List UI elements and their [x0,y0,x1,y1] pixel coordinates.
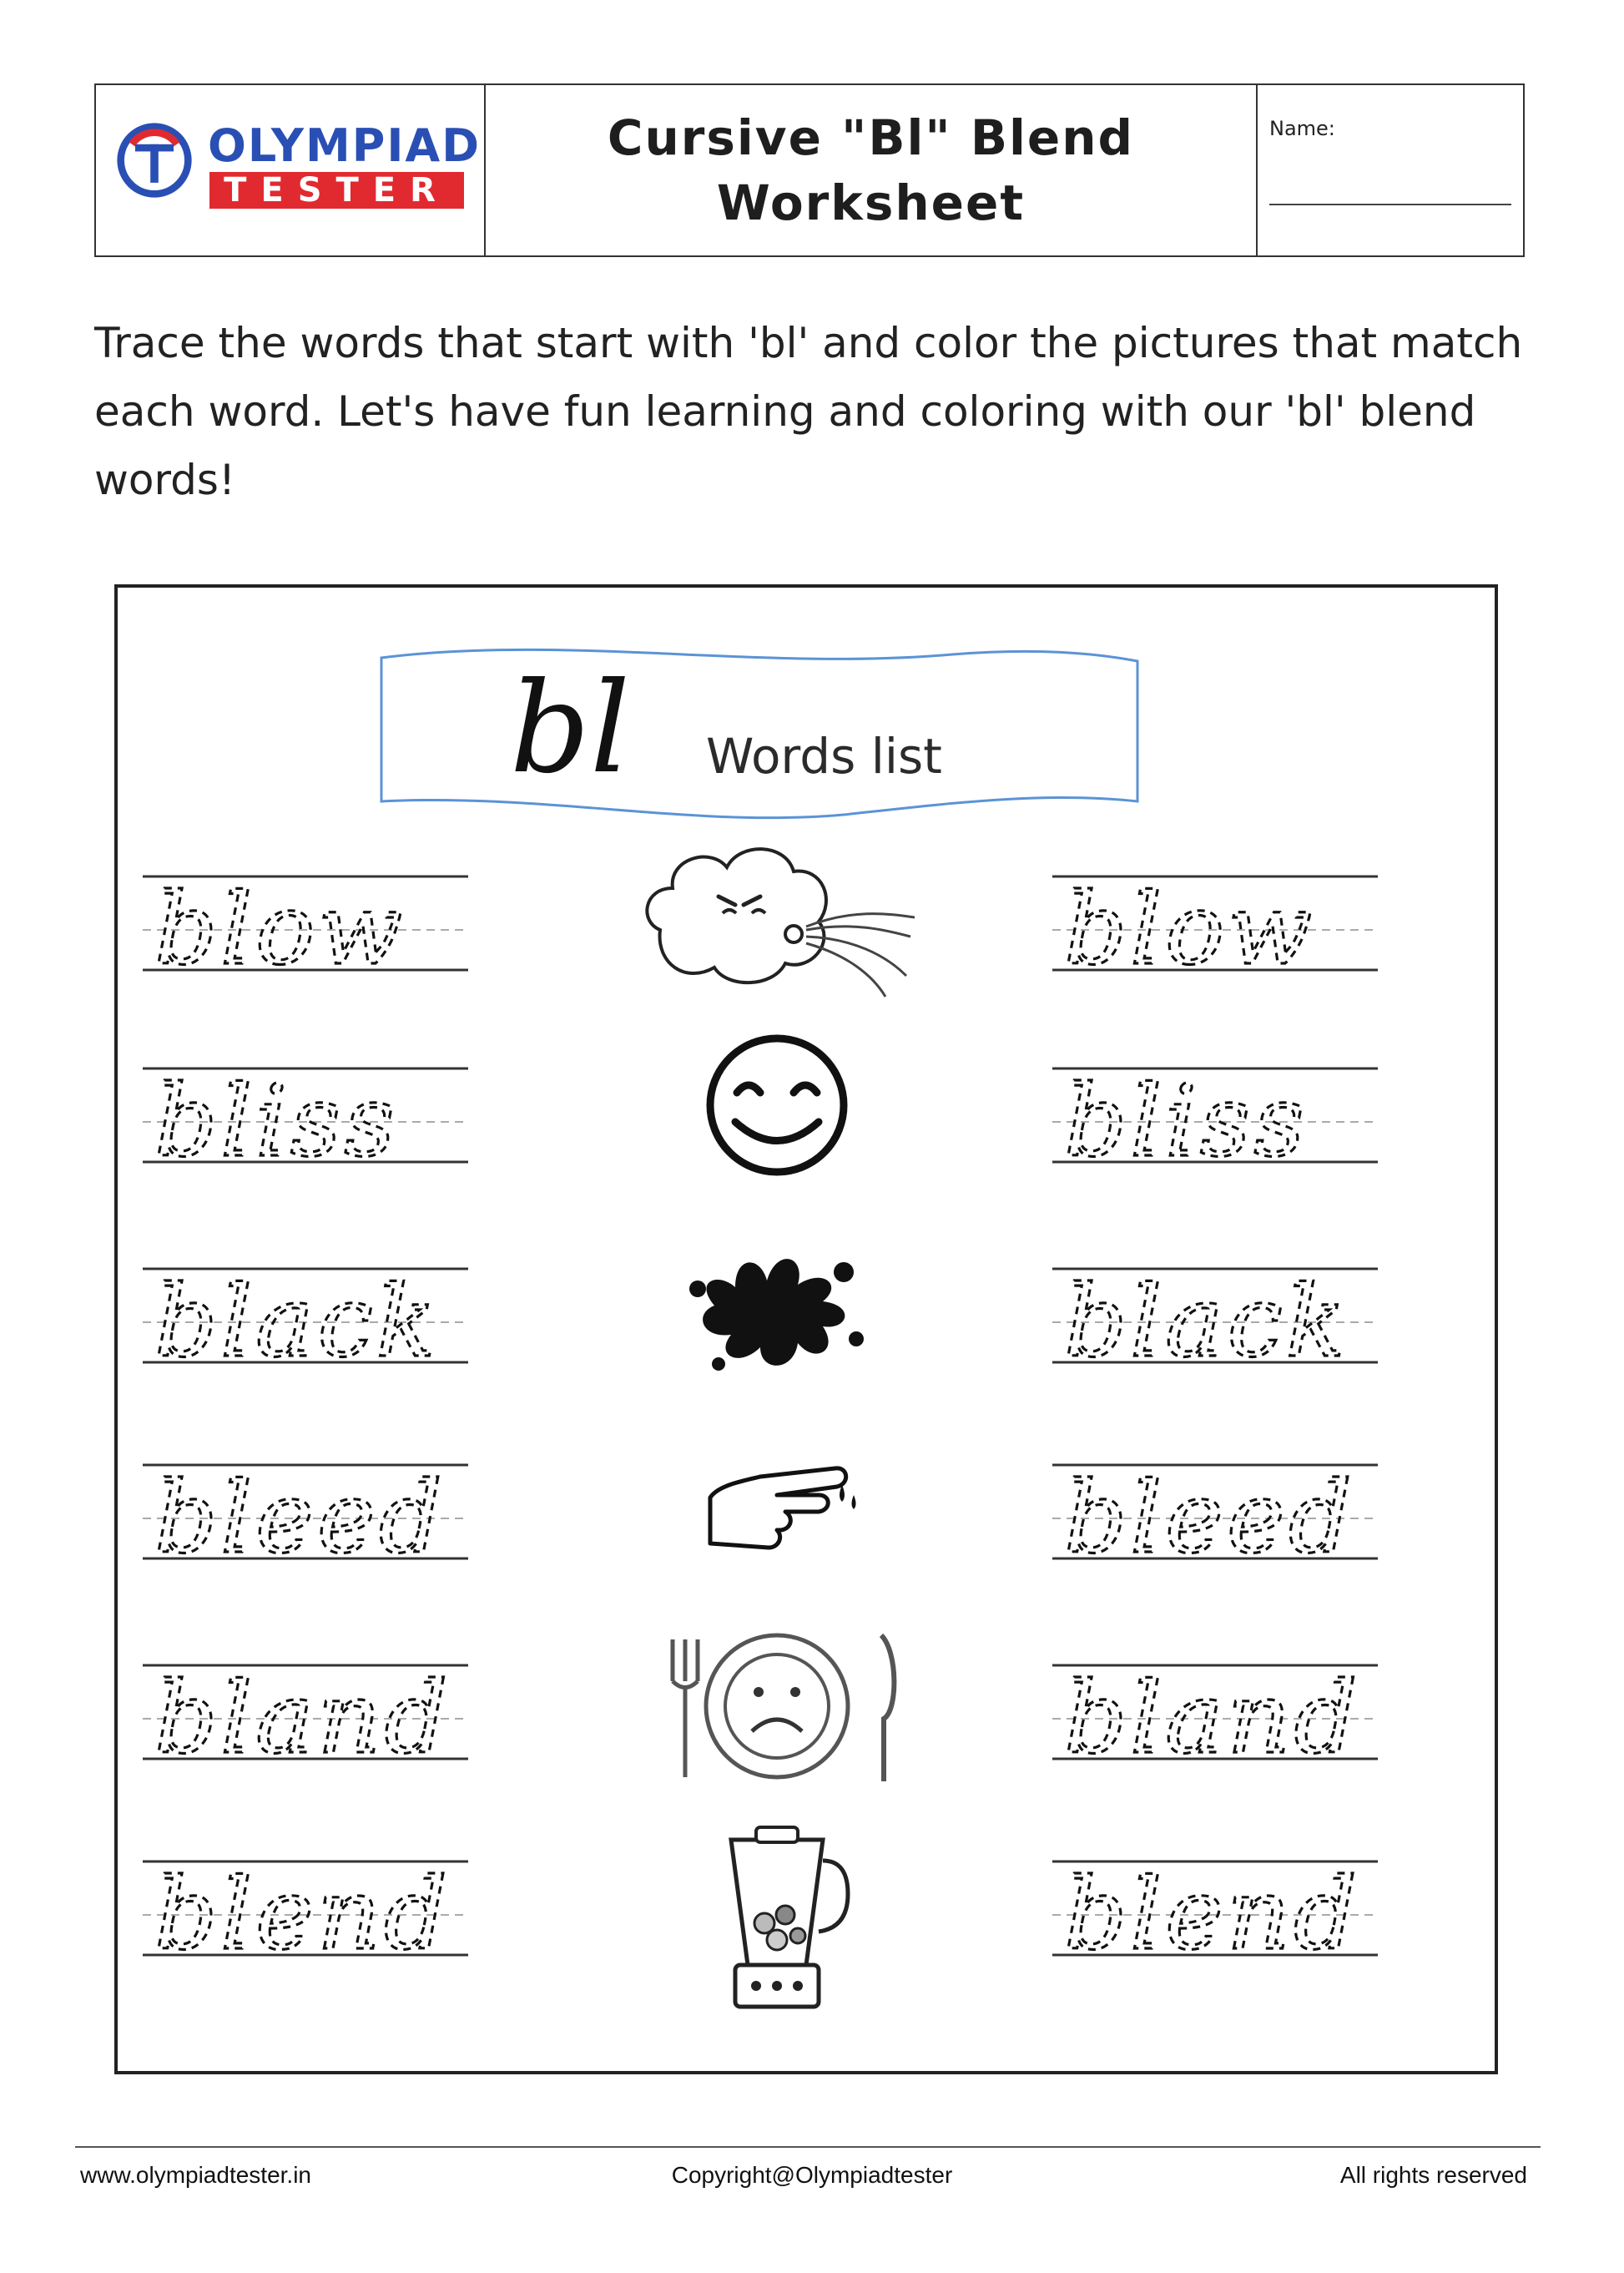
logo-cell [96,85,486,255]
logo-tester-text: TESTER [209,172,464,209]
trace-word-left-blend[interactable] [126,1831,477,1982]
title-line-1: Cursive "Bl" Blend [607,109,1135,166]
trace-word-text: black [154,1264,440,1379]
trace-word-right-bland[interactable] [1036,1635,1386,1786]
trace-word-text: blow [1064,871,1316,987]
title-line-2: Worksheet [716,174,1026,231]
ink-splat-icon[interactable] [635,1222,919,1422]
trace-word-text: bliss [154,1063,399,1179]
title-cell [486,85,1258,255]
name-label: Name: [1269,117,1335,140]
banner-cursive-text: bl [510,656,630,801]
blender-icon[interactable] [635,1815,919,2015]
trace-word-text: bliss [1064,1063,1309,1179]
instructions-text: Trace the words that start with 'bl' and color the pictures that match each word. Let's have fun learning and coloring with our 'bl' blend words! [94,319,1523,504]
olympiad-tester-logo-icon [114,120,194,200]
footer-website[interactable]: www.olympiadtester.in [80,2162,312,2188]
trace-word-right-bleed[interactable] [1036,1435,1386,1585]
trace-word-right-bliss[interactable] [1036,1038,1386,1189]
words-list-banner [376,638,1144,821]
trace-word-left-black[interactable] [126,1239,477,1389]
footer-copyright: Copyright@Olympiadtester [671,2162,953,2188]
trace-word-text: bleed [1064,1460,1355,1575]
blowing-cloud-icon[interactable] [635,830,919,1030]
worksheet-header [94,83,1525,257]
bleeding-finger-icon[interactable] [635,1418,919,1619]
worksheet-title [608,105,1134,235]
logo-olympiad-text: OLYMPIAD [208,119,482,172]
trace-word-left-bland[interactable] [126,1635,477,1786]
trace-word-text: blend [154,1856,451,1972]
banner-label-text: Words list [706,728,942,785]
trace-word-right-blow[interactable] [1036,846,1386,997]
worksheet-frame [114,584,1498,2074]
name-cell [1258,85,1523,255]
trace-word-left-bliss[interactable] [126,1038,477,1189]
sad-plate-icon[interactable] [635,1619,919,1819]
trace-word-left-blow[interactable] [126,846,477,997]
footer-rights: All rights reserved [1339,2162,1527,2188]
name-field[interactable] [1269,204,1511,205]
trace-word-text: bland [154,1660,451,1775]
trace-word-right-black[interactable] [1036,1239,1386,1389]
trace-word-text: blow [154,871,406,987]
trace-word-text: blend [1064,1856,1360,1972]
trace-word-text: bland [1064,1660,1361,1775]
trace-word-right-blend[interactable] [1036,1831,1386,1982]
trace-word-text: bleed [154,1460,446,1575]
trace-word-left-bleed[interactable] [126,1435,477,1585]
footer-divider [75,2146,1541,2148]
smiley-face-icon[interactable] [635,1022,919,1222]
trace-word-text: black [1064,1264,1349,1379]
